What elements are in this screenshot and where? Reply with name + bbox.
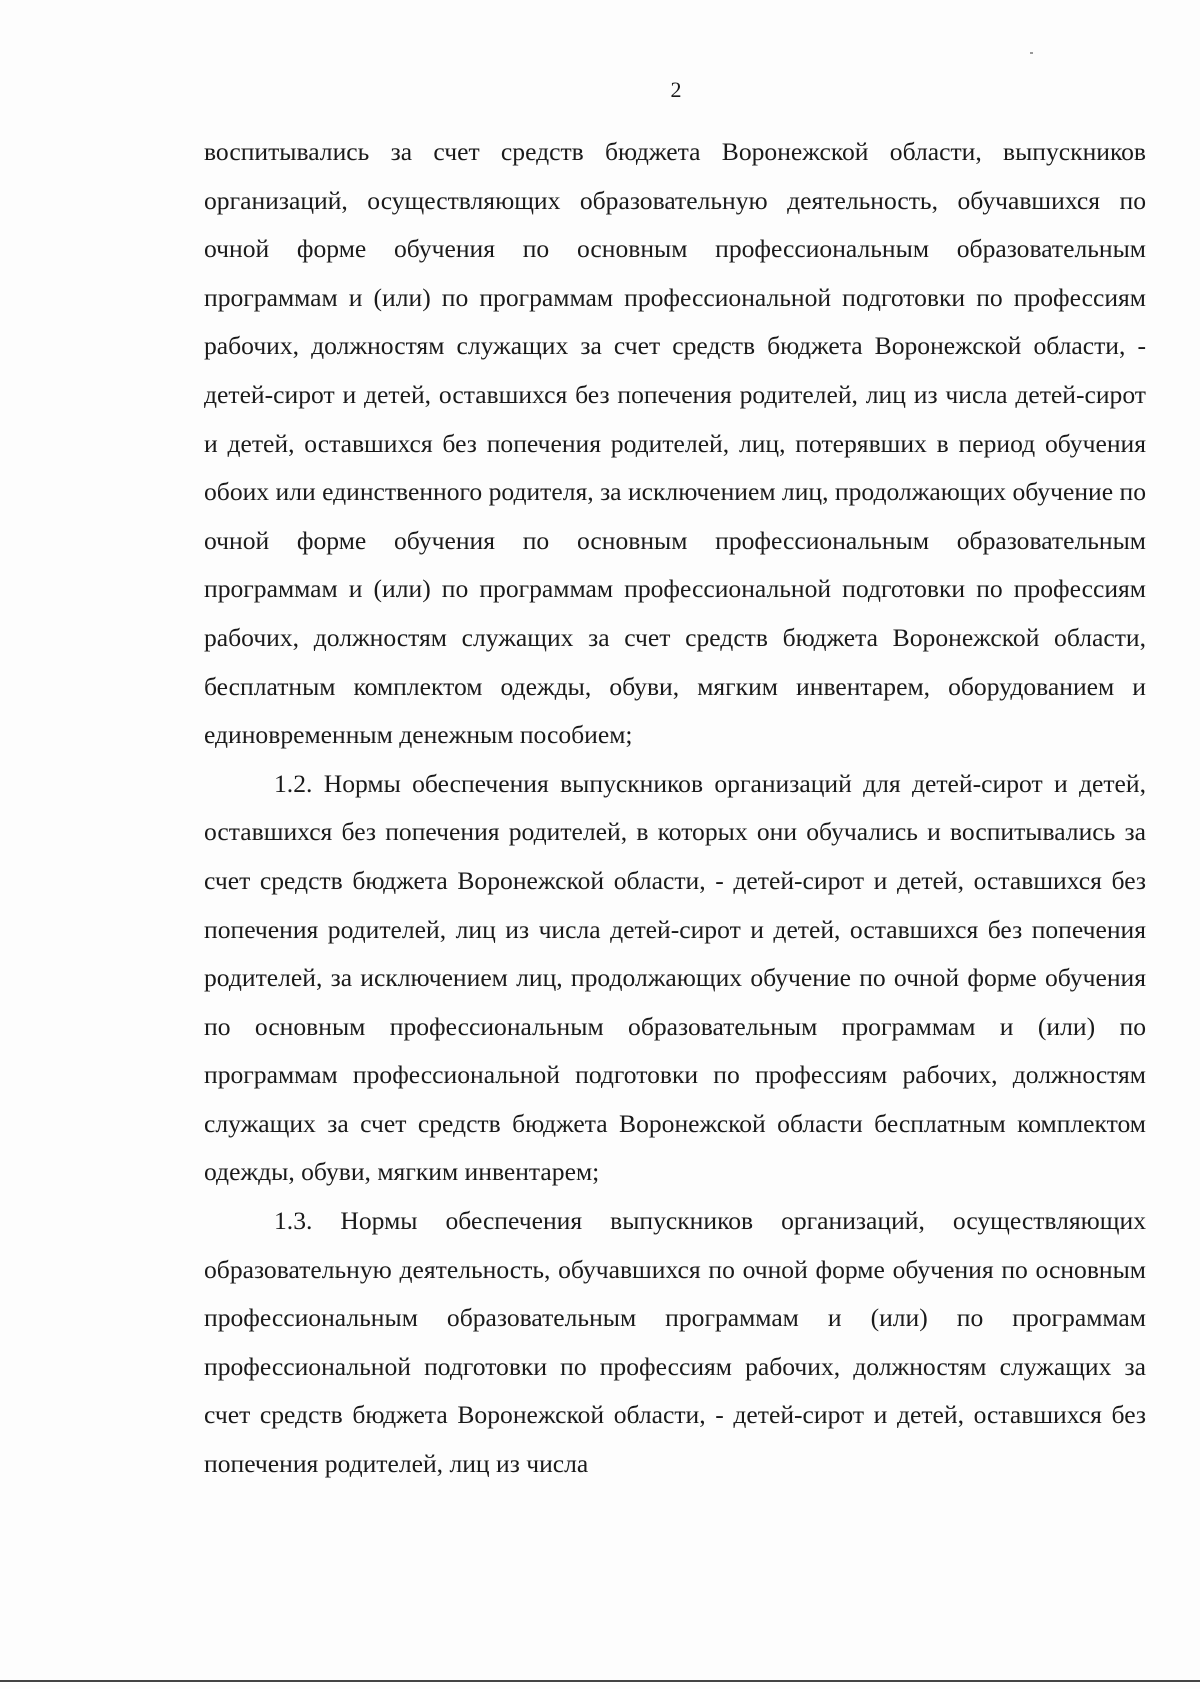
paragraph-continuation: воспитывались за счет средств бюджета Воронежской области, выпускников организаций, осуществляющих образовательную деятельность, обучавшихся по очной форме обучения по основным профессиональным образовательным программам и (или) по программам профессиональной подготовки по профессиям рабочих, должностям служащих за счет средств бюджета Воронежской области, - детей-сирот и детей, оставшихся без попечения родителей, лиц из числа детей-сирот и детей, оставшихся без попечения родителей, лиц, потерявших в период обучения обоих или единственного родителя, за исключением лиц, продолжающих обучение по очной форме обучения по основным профессиональным образовательным программам и (или) по программам профессиональной подготовки по профессиям рабочих, должностям служащих за счет средств бюджета Воронежской области, бесплатным комплектом одежды, обуви, мягким инвентарем, оборудованием и единовременным денежным пособием; xyxy=(204,137,1146,750)
bottom-edge-rule xyxy=(0,1680,1200,1682)
page-number: 2 xyxy=(670,77,682,102)
scan-speck xyxy=(1030,52,1033,54)
paragraph-1-3: 1.3. Нормы обеспечения выпускников организаций, осуществляющих образовательную деятельность, обучавшихся по очной форме обучения по основным профессиональным образовательным программам и (или) по программам профессиональной подготовки по профессиям рабочих, должностям служащих за счет средств бюджета Воронежской области, - детей-сирот и детей, оставшихся без попечения родителей, лиц из числа xyxy=(204,1206,1146,1479)
document-body xyxy=(204,128,1146,1489)
paragraph-1-2: 1.2. Нормы обеспечения выпускников организаций для детей-сирот и детей, оставшихся без попечения родителей, в которых они обучались и воспитывались за счет средств бюджета Воронежской области, - детей-сирот и детей, оставшихся без попечения родителей, лиц из числа детей-сирот и детей, оставшихся без попечения родителей, за исключением лиц, продолжающих обучение по очной форме обучения по основным профессиональным образовательным программам и (или) по программам профессиональной подготовки по профессиям рабочих, должностям служащих за счет средств бюджета Воронежской области бесплатным комплектом одежды, обуви, мягким инвентарем; xyxy=(204,768,1146,1187)
